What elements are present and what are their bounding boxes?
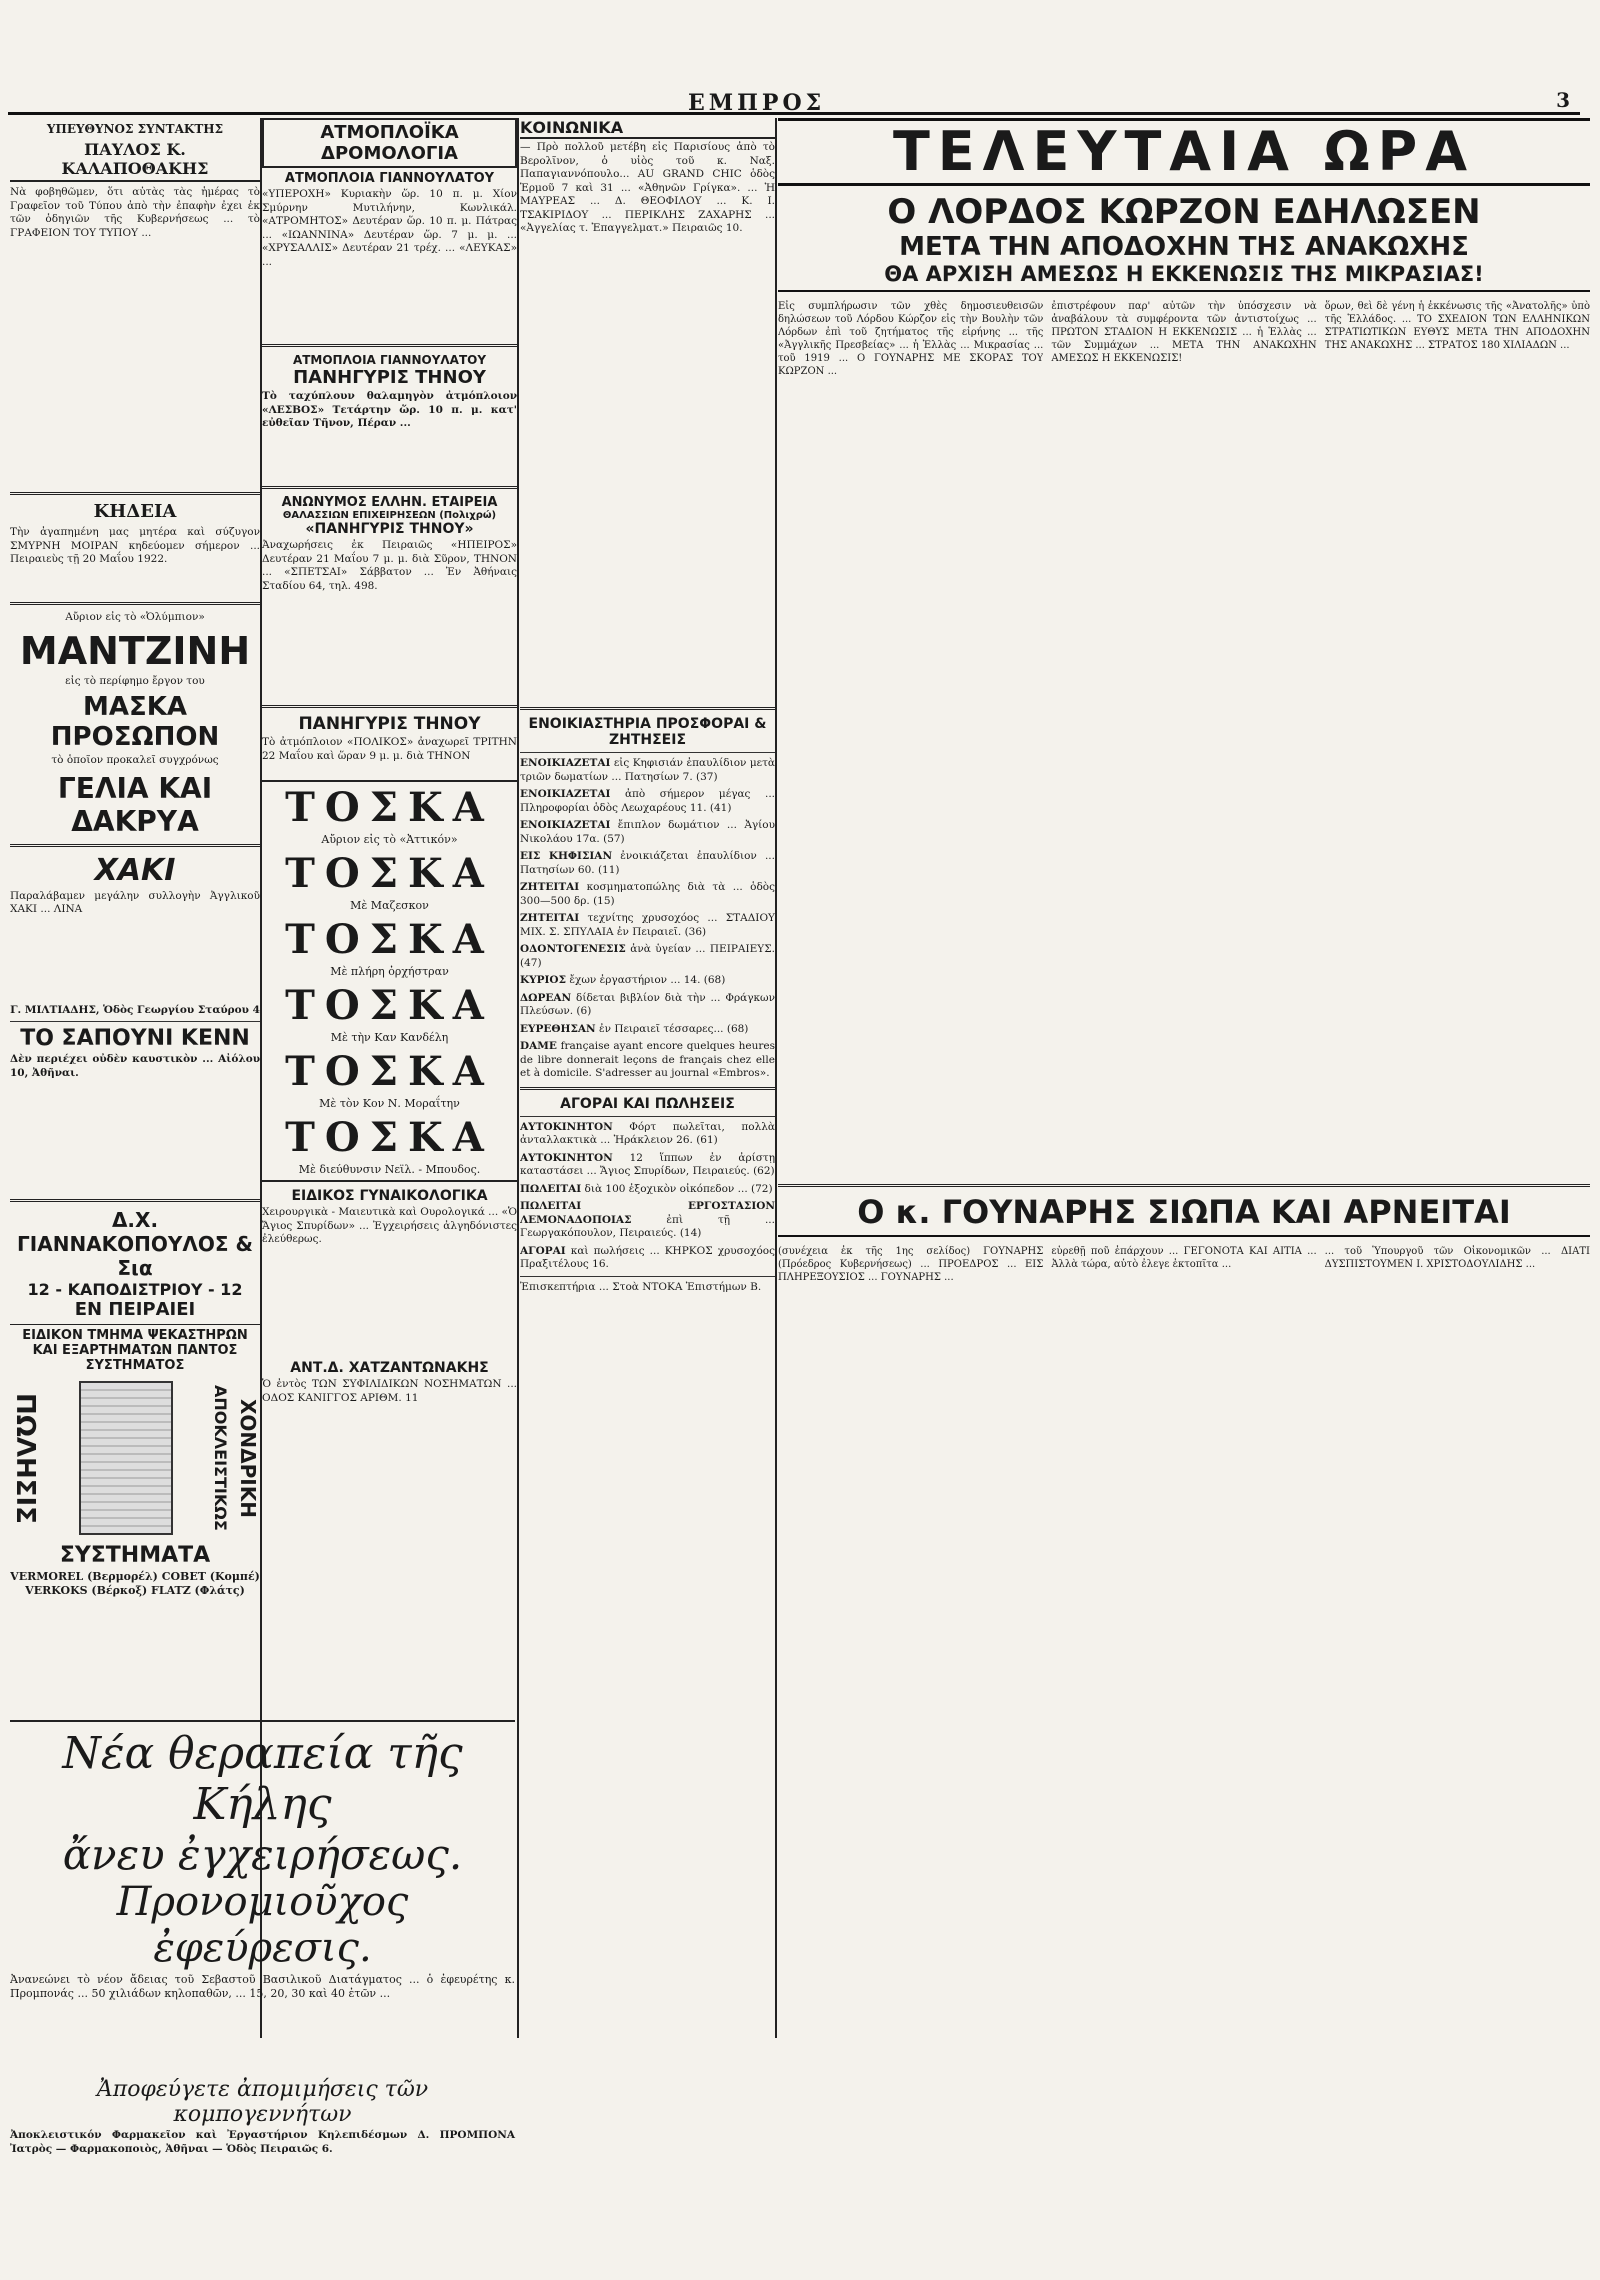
market-list xyxy=(520,1121,775,1272)
article-text: Εἰς συμπλήρωσιν τῶν χθὲς δημοσιευθεισῶν δηλώσεων τοῦ Λόρδου Κώρζον εἰς τὴν Βουλὴν τῶν Λόρδων ἐπὶ τοῦ ζητήματος τῆς εἰρήνης ... τῆς «Ἀγγλικῆς Πρεσβείας» ... ἡ Ἑλλὰς ... Μικρασίας ... τοῦ 1919 ... Ο ΓΟΥΝΑΡΗΣ ΜΕ ΣΚΟΡΑΣ ΤΟΥ ΚΩΡΖΟΝ ... xyxy=(778,301,1044,377)
column-2 xyxy=(262,118,517,1718)
vertical-label-wholesale: ΧΟΝΔΡΙΚΗ xyxy=(236,1398,260,1518)
mantzini-title: ΜΑΝΤΖΙΝΗ xyxy=(19,628,251,673)
tinos-text: Τὸ ταχύπλουν θαλαμηγὸν ἀτμόπλοιον «ΛΕΣΒΟΣ» Τετάρτην ὥρ. 10 π. μ. κατ' εὐθεῖαν Τῆνον, Πέραν ... xyxy=(262,390,517,429)
poliko-title: ΠΑΝΗΓΥΡΙΣ ΤΗΝΟΥ xyxy=(298,714,481,734)
tosca-block: ΤΟΣΚΑ Μὲ διεύθυνσιν Νεϊλ. - Μπουδος. xyxy=(285,1114,494,1176)
tosca-block: ΤΟΣΚΑ Μὲ Μαζεσκον xyxy=(285,850,494,912)
page-number: 3 xyxy=(1556,88,1570,112)
editor-name: ΠΑΥΛΟΣ Κ. ΚΑΛΑΠΟΘΑΚΗΣ xyxy=(10,140,260,182)
ferry-title: ΑΤΜΟΠΛΟΪΚΑ ΔΡΟΜΟΛΟΓΙΑ xyxy=(262,118,517,168)
vertical-label-exclusive: ΑΠΟΚΛΕΙΣΤΙΚΩΣ xyxy=(211,1385,230,1531)
tosca-block: ΤΟΣΚΑ Μὲ τὴν Καν Κανδέλη xyxy=(285,982,494,1044)
classified-item: ΟΔΟΝΤΟΓΕΝΕΣΙΣ ἀνὰ ὑγείαν ... ΠΕΙΡΑΙΕΥΣ. (47) xyxy=(520,943,775,969)
headline-evacuation: ΘΑ ΑΡΧΙΣΗ ΑΜΕΣΩΣ Η ΕΚΚΕΝΩΣΙΣ ΤΗΣ ΜΙΚΡΑΣΙΑΣ! xyxy=(778,262,1590,292)
tosca-ad xyxy=(262,780,517,1182)
headline-curzon: Ο ΛΟΡΔΟΣ ΚΩΡΖΟΝ ΕΔΗΛΩΣΕΝ xyxy=(887,192,1481,232)
classified-item: ΔΩΡΕΑΝ δίδεται βιβλίον διὰ τὴν ... Φράγκων Πλεύσων. (6) xyxy=(520,991,775,1017)
classified-item: ΕΝΟΙΚΙΑΖΕΤΑΙ εἰς Κηφισιάν ἐπαυλίδιον μετὰ τριῶν δωματίων ... Πατησίων 7. (37) xyxy=(520,757,775,783)
elliniki-sub: ΘΑΛΑΣΣΙΩΝ ΕΠΙΧΕΙΡΗΣΕΩΝ (Πολιχρώ) xyxy=(282,510,497,521)
hernia-body: Ἀνανεώνει τὸ νέον ἄδειας τοῦ Σεβαστοῦ Βασιλικοῦ Διατάγματος ... ὁ ἐφευρέτης κ. Προμπονάς ... 50 χιλιάδων κηλοπαθῶν, ... 15, 20, 30 καὶ 40 ἐτῶν ... xyxy=(10,1973,515,2000)
hernia-ad xyxy=(10,1720,515,2158)
editor-heading: ΥΠΕΥΘΥΝΟΣ ΣΥΝΤΑΚΤΗΣ xyxy=(46,122,224,136)
article-text: ὅρων, θεὶ δὲ γένη ἡ ἐκκένωσις τῆς «Ἀνατολῆς» ὑπὸ τῆς Ἑλλάδος. ... ΤΟ ΣΧΕΔΙΟΝ ΤΩΝ ΕΛΛΗΝΙΚΩΝ ΣΤΡΑΤΙΩΤΙΚΩΝ ΕΥΘΥΣ ΜΕΤΑ ΤΗΝ ΑΠΟΔΟΧΗΝ ΤΗΣ ΑΝΑΚΩΧΗΣ ... ΣΤΡΑΤΟΣ 180 ΧΙΛΙΑΔΩΝ ... xyxy=(1324,301,1590,351)
article-text: ... τοῦ Ὑπουργοῦ τῶν Οἰκονομικῶν ... ΔΙΑΤΙ ΔΥΣΠΙΣΤΟΥΜΕΝ Ι. ΧΡΙΣΤΟΔΟΥΛΙΔΗΣ ... xyxy=(1324,1246,1590,1270)
vertical-label-sales: ΠΩΛΗΣΙΣ xyxy=(10,1392,40,1524)
column-divider xyxy=(775,118,777,2038)
column-divider xyxy=(517,118,519,2038)
hernia-line3: Προνομιοῦχος ἐφεύρεσις. xyxy=(116,1879,409,1971)
kenn-text: Δὲν περιέχει οὐδὲν καυστικὸν ... Αἰόλου 10, Ἀθῆναι. xyxy=(10,1053,260,1079)
giannak-systems: ΣΥΣΤΗΜΑΤΑ xyxy=(59,1543,211,1568)
newspaper-title: ΕΜΠΡΟΣ xyxy=(688,90,826,116)
hernia-warning: Ἀποφεύγετε ἀπομιμήσεις τῶν κομπογεννήτων xyxy=(96,2077,429,2127)
elliniki-tinos: «ΠΑΝΗΓΥΡΙΣ ΤΗΝΟΥ» xyxy=(305,521,474,537)
giannak-title: Δ.Χ. ΓΙΑΝΝΑΚΟΠΟΥΛΟΣ & Σια xyxy=(17,1208,253,1280)
gyn-title: ΕΙΔΙΚΟΣ ΓΥΝΑΙΚΟΛΟΓΙΚΑ xyxy=(291,1188,488,1204)
hernia-line2: ἄνευ ἐγχειρήσεως. xyxy=(62,1830,463,1879)
closing-text: Ἐπισκεπτήρια ... Στοὰ ΝΤΟΚΑ Ἐπιστήμων Β. xyxy=(520,1280,762,1293)
market-title: ΑΓΟΡΑΙ ΚΑΙ ΠΩΛΗΣΕΙΣ xyxy=(560,1095,735,1112)
classified-item: ΕΝΟΙΚΙΑΖΕΤΑΙ ἀπὸ σήμερον μέγας ... Πληροφορίαι ὁδὸς Λεωχαρέους 11. (41) xyxy=(520,788,775,814)
article-text: ἐπιστρέφουν παρ' αὐτῶν τὴν ὑπόσχεσιν νὰ ἀναβάλουν τὰ συμφέροντα τῶν ἀντιστοίχως ... ΠΡΩΤΟΝ ΣΤΑΔΙΟΝ Η ΕΚΚΕΝΩΣΙΣ ... ἡ Ἑλλὰς ... τῶν Συμμάχων ... ΜΕΤΑ ΤΗΝ ΑΝΑΚΩΧΗΝ ΑΜΕΣΩΣ Η ΕΚΚΕΝΩΣΙΣ! xyxy=(1051,301,1317,364)
prosopon-title: ΠΡΟΣΩΠΟΝ xyxy=(50,722,220,752)
haki-title: ΧΑΚΙ xyxy=(94,852,176,888)
classified-item: ΖΗΤΕΙΤΑΙ τεχνίτης χρυσοχόος ... ΣΤΑΔΙΟΥ ΜΙΧ. Σ. ΣΠΥΛΑΙΑ ἐν Πειραιεῖ. (36) xyxy=(520,912,775,938)
ferry-text: «ΥΠΕΡΟΧΗ» Κυριακὴν ὥρ. 10 π. μ. Χίον Σμύρνην Μυτιλήνην, Κωνλικάλ. «ΑΤΡΟΜΗΤΟΣ» Δευτέραν ὥρ. 10 π. μ. Πάτρας ... «ΙΩΑΝΝΙΝΑ» Δευτέραν ὥρ. 7 μ. μ. ... «ΧΡΥΣΑΛΛΙΣ» Δευτέραν 21 τρέχ. ... «ΛΕΥΚΑΣ» ... xyxy=(262,188,517,268)
rent-title: ΕΝΟΙΚΙΑΣΤΗΡΙΑ ΠΡΟΣΦΟΡΑΙ & ΖΗΤΗΣΕΙΣ xyxy=(528,716,767,748)
classified-item: ΚΥΡΙΟΣ ἔχων ἐργαστήριον ... 14. (68) xyxy=(520,974,726,986)
prosopon-sub: τὸ ὁποῖον προκαλεῖ συγχρόνως xyxy=(51,754,219,766)
funeral-title: ΚΗΔΕΙΑ xyxy=(93,501,177,522)
article-text: (συνέχεια ἐκ τῆς 1ης σελίδος) ΓΟΥΝΑΡΗΣ (Πρόεδρος Κυβερνήσεως) ... ΠΡΟΕΔΡΟΣ ... ΕΙΣ ΠΛΗΡΕΞΟΥΣΙΟΣ ... ΓΟΥΝΑΡΗΣ ... xyxy=(778,1246,1044,1283)
hernia-line1: Νέα θεραπεία τῆς Κήλης xyxy=(62,1728,463,1830)
tosca-block: ΤΟΣΚΑ Μὲ πλήρη ὀρχήστραν xyxy=(285,916,494,978)
kenn-title: ΤΟ ΣΑΠΟΥΝΙ ΚΕΝΝ xyxy=(20,1026,250,1051)
tinos-company: ΑΤΜΟΠΛΟΙΑ ΓΙΑΝΝΟΥΛΑΤΟΥ xyxy=(292,353,487,367)
market-item: ΑΓΟΡΑΙ καὶ πωλήσεις ... ΚΗΡΚΟΣ χρυσοχόος Πραξιτέλους 16. xyxy=(520,1244,775,1270)
mantzini-pre: Αὔριον εἰς τὸ «Ὀλύμπιον» xyxy=(65,611,205,623)
mantzini-sub: εἰς τὸ περίφημο ἔργον του xyxy=(65,674,205,687)
sprayer-illustration xyxy=(10,1373,260,1543)
elliniki-text: Ἀναχωρήσεις ἐκ Πειραιῶς «ΗΠΕΙΡΟΣ» Δευτέραν 21 Μαΐου 7 μ. μ. διὰ Σῦρον, ΤΗΝΟΝ ... «ΣΠΕΤΣΑΙ» Σάββατον ... Ἐν Ἀθήναις Σταδίου 64, τηλ. 498. xyxy=(262,539,517,592)
miltiadis-text: Γ. ΜΙΛΤΙΑΔΗΣ, Ὁδὸς Γεωργίου Σταύρου 4 xyxy=(10,1003,260,1016)
xatz-text: Ὁ ἐντὸς ΤΩΝ ΣΥΦΙΛΙΔΙΚΩΝ ΝΟΣΗΜΑΤΩΝ ... ΟΔΟΣ ΚΑΝΙΓΓΟΣ ΑΡΙΘΜ. 11 xyxy=(262,1378,517,1404)
gyn-text: Χειρουργικὰ - Μαιευτικὰ καὶ Ουρολογικά ... «Ὁ Ἄγιος Σπυρίδων» ... Ἐγχειρήσεις ἀλγηδόνιστες ἐλεύθερως. xyxy=(262,1206,517,1245)
giannak-place: ΕΝ ΠΕΙΡΑΙΕΙ xyxy=(74,1299,196,1320)
market-item: ΑΥΤΟΚΙΝΗΤΟΝ 12 ἵππων ἐν ἀρίστῃ καταστάσει ... Ἄγιος Σπυρίδων, Πειραιεύς. (62) xyxy=(520,1151,775,1177)
gelia-title: ΓΕΛΙΑ ΚΑΙ ΔΑΚΡΥΑ xyxy=(57,771,213,838)
giannak-brands: VERMOREL (Βερμορέλ) COBET (Κομπέ) VERKOKS (Βέρκοξ) FLATZ (Φλάτς) xyxy=(10,1570,260,1597)
column-1 xyxy=(10,118,260,1718)
column-4-news xyxy=(778,118,1590,2038)
maska-title: ΜΑΣΚΑ xyxy=(82,692,188,722)
tosca-block: ΤΟΣΚΑ Μὲ τὸν Κον Ν. Μοραΐτην xyxy=(285,1048,494,1110)
giannak-address: 12 - ΚΑΠΟΔΙΣΤΡΙΟΥ - 12 xyxy=(27,1280,243,1299)
social-title: ΚΟΙΝΩΝΙΚΑ xyxy=(520,118,775,139)
elliniki-title: ΑΝΩΝΥΜΟΣ ΕΛΛΗΝ. ΕΤΑΙΡΕΙΑ xyxy=(281,495,498,510)
article-text: εὑρεθῇ ποῦ ἐπάρχουν ... ΓΕΓΟΝΟΤΑ ΚΑΙ ΑΙΤΙΑ ... Ἀλλὰ τώρα, αὐτὸ ἐλεγε ἐκτοπῖτα ... xyxy=(1051,1246,1317,1270)
xatz-title: ΑΝΤ.Δ. ΧΑΤΖΑΝΤΩΝΑΚΗΣ xyxy=(290,1360,489,1376)
last-hour-headline: ΤΕΛΕΥΤΑΙΑ ΩΡΑ xyxy=(778,118,1590,186)
poliko-text: Τὸ ἀτμόπλοιον «ΠΟΛΙΚΟΣ» ἀναχωρεῖ ΤΡΙΤΗΝ 22 Μαΐου καὶ ὥραν 9 μ. μ. διὰ ΤΗΝΟΝ xyxy=(262,736,517,762)
column-3 xyxy=(520,118,775,2038)
editor-text: Νὰ φοβηθῶμεν, ὅτι αὐτὰς τὰς ἡμέρας τὸ Γραφεῖον τοῦ Τύπου ἀπὸ τὴν ἐπαφὴν ἐχει ἐκ τῶν ὁδηγιῶν τῆς Κυβερνήσεως ... τὸ ΓΡΑΦΕΙΟΝ ΤΟΥ ΤΥΠΟΥ ... xyxy=(10,186,260,239)
classified-item: DAME française ayant encore quelques heures de libre donnerait leçons de français chez elle et à domicile. S'adresser au journal «Embros». xyxy=(520,1040,775,1079)
classifieds-list xyxy=(520,757,775,1081)
masthead xyxy=(8,88,1580,116)
social-text: — Πρὸ πολλοῦ μετέβη εἰς Παρισίους ἀπὸ τὸ Βερολῖνον, ὁ υἱὸς τοῦ κ. Ναξ. Παπαγιαννόπουλο... AU GRAND CHIC ὁδὸς Ἑρμοῦ 7 καὶ 31 ... «Ἀθηνῶν Γρίγκα». ... Ἡ ΜΑΥΡΕΑΣ ... Δ. ΘΕΟΦΙΛΟΥ ... Κ. Ι. ΤΣΑΚΙΡΙΔΟΥ ... ΠΕΡΙΚΛΗΣ ΖΑΧΑΡΗΣ ... «Ἀγγελίας τ. Ἐπαγγελματ.» Πειραιῶς 10. xyxy=(520,141,775,234)
market-item: ΠΩΛΕΙΤΑΙ ΕΡΓΟΣΤΑΣΙΟΝ ΛΕΜΟΝΑΔΟΠΟΙΑΣ ἐπὶ τῇ ... Γεωργακόπουλον, Πειραιεύς. (14) xyxy=(520,1200,775,1239)
article-columns-top xyxy=(778,298,1590,1178)
tinos-title: ΠΑΝΗΓΥΡΙΣ ΤΗΝΟΥ xyxy=(293,367,486,388)
giannak-dept: ΕΙΔΙΚΟΝ ΤΜΗΜΑ ΨΕΚΑΣΤΗΡΩΝ ΚΑΙ ΕΞΑΡΤΗΜΑΤΩΝ ΠΑΝΤΟΣ ΣΥΣΤΗΜΑΤΟΣ xyxy=(10,1324,260,1373)
classified-item: ΕΥΡΕΘΗΣΑΝ ἐν Πειραιεῖ τέσσαρες... (68) xyxy=(520,1022,749,1035)
article-columns-bottom xyxy=(778,1243,1590,1963)
hernia-footer: Ἀποκλειστικόν Φαρμακεῖον καὶ Ἐργαστήριον Κηλεπιδέσμων Δ. ΠΡΟΜΠΟΝΑ Ἰατρὸς — Φαρμακοποιὸς, Ἀθῆναι — Ὁδὸς Πειραιῶς 6. xyxy=(10,2129,515,2155)
funeral-text: Τὴν ἀγαπημένη μας μητέρα καὶ σύζυγον ΣΜΥΡΝΗ ΜΟΙΡΑΝ κηδεύομεν σήμερον ... Πειραιεὺς τῇ 20 Μαΐου 1922. xyxy=(10,526,260,565)
classified-item: ΖΗΤΕΙΤΑΙ κοσμηματοπώλης διὰ τὰ ... ὁδὸς 300—500 δρ. (15) xyxy=(520,881,775,907)
classified-item: ΕΙΣ ΚΗΦΙΣΙΑΝ ἐνοικιάζεται ἐπαυλίδιον ... Πατησίων 60. (11) xyxy=(520,850,775,876)
headline-armistice: ΜΕΤΑ ΤΗΝ ΑΠΟΔΟΧΗΝ ΤΗΣ ΑΝΑΚΩΧΗΣ xyxy=(899,232,1469,262)
headline-gounaris: Ο κ. ΓΟΥΝΑΡΗΣ ΣΙΩΠΑ ΚΑΙ ΑΡΝΕΙΤΑΙ xyxy=(778,1193,1590,1237)
market-item: ΑΥΤΟΚΙΝΗΤΟΝ Φόρτ πωλεῖται, πολλὰ ἀνταλλακτικὰ ... Ἠράκλειον 26. (61) xyxy=(520,1120,775,1146)
tosca-block: ΤΟΣΚΑ Αὔριον εἰς τὸ «Ἀττικόν» xyxy=(285,784,494,846)
classified-item: ΕΝΟΙΚΙΑΖΕΤΑΙ ἔπιπλον δωμάτιον ... Ἀγίου Νικολάου 17α. (57) xyxy=(520,819,775,845)
ferry-sub: ΑΤΜΟΠΛΟΙΑ ΓΙΑΝΝΟΥΛΑΤΟΥ xyxy=(284,171,495,186)
haki-text: Παραλάβαμεν μεγάλην συλλογὴν Ἀγγλικοῦ ΧΑΚΙ ... ΛΙΝΑ xyxy=(10,889,260,915)
market-item: ΠΩΛΕΙΤΑΙ διὰ 100 ἐξοχικὸν οἰκόπεδον ... (72) xyxy=(520,1182,773,1195)
sprayer-icon xyxy=(79,1381,173,1535)
